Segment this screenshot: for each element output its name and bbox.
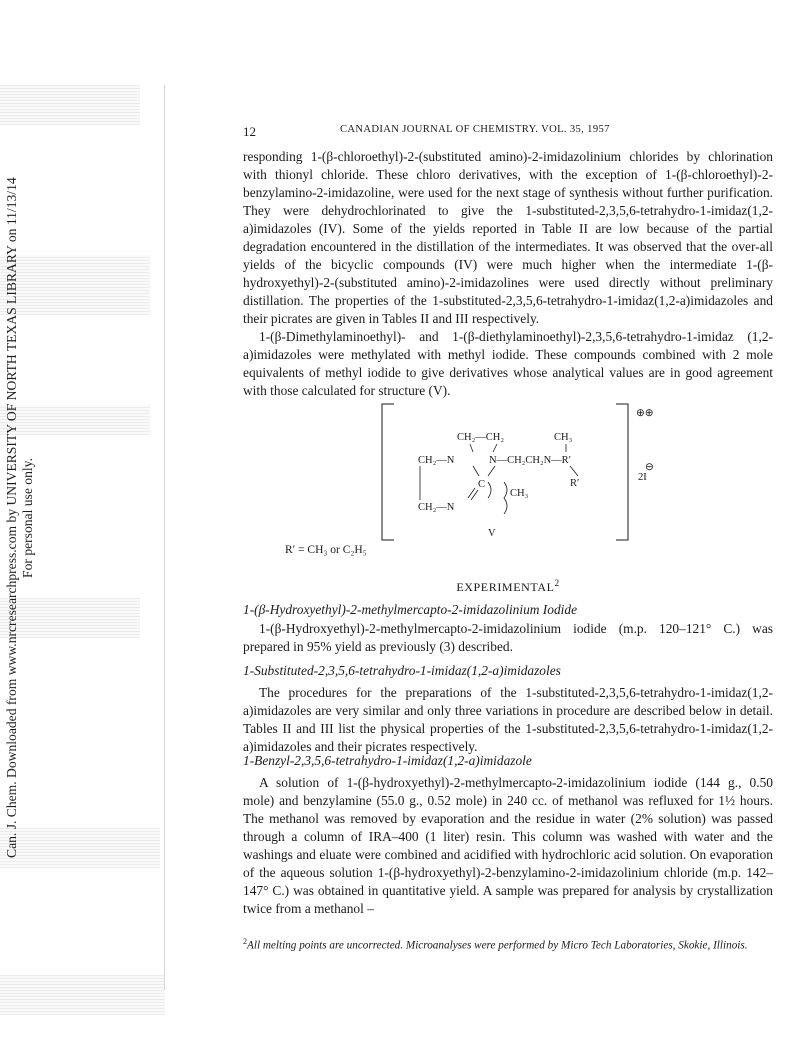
r-definition: R′ = CH₃ or C₂H₅ — [285, 544, 367, 556]
margin-rule — [164, 85, 165, 990]
subhead-3: 1-Benzyl-2,3,5,6-tetrahydro-1-imidaz(1,2-a)imidazole — [243, 753, 532, 768]
body-paragraph-4 — [243, 684, 773, 756]
right-bracket — [616, 404, 628, 540]
footnote-mark: 2 — [554, 578, 560, 588]
scan-artifact — [0, 975, 165, 1015]
body-paragraph-5 — [243, 774, 773, 918]
body-paragraph-1 — [243, 148, 773, 328]
body-paragraph-3 — [243, 620, 773, 656]
download-notice — [4, 178, 36, 858]
footnote-text: All melting points are uncorrected. Microanalyses were performed by Micro Tech Laboratories, Skokie, Illinois. — [247, 939, 748, 952]
paragraph-text: 1-(β-Hydroxyethyl)-2-methylmercapto-2-imidazolinium iodide (m.p. 120–121° C.) was prepared in 95% yield as previously (3) described. — [243, 621, 773, 654]
footnote — [243, 934, 773, 954]
download-notice-line1: Can. J. Chem. Downloaded from www.nrcresearchpress.com by UNIVERSITY OF NORTH TEXAS LIBRARY on 11/13/14 — [4, 177, 19, 858]
footnote-mark: 2 — [243, 937, 247, 946]
atom-ch2-ch2: CH₂—CH₂ — [457, 432, 504, 443]
page-number: 12 — [243, 124, 256, 139]
scan-artifact — [0, 85, 140, 125]
counterion-charge: ⊖ — [645, 462, 654, 473]
paragraph-text: A solution of 1-(β-hydroxyethyl)-2-methylmercapto-2-imidazolinium iodide (144 g., 0.50 mole) and benzylamine (55.0 g., 0.52 mole) in 240 cc. of methanol was refluxed for 1½ hours. The methanol was removed by evaporation and the residue in water (2% solution) was passed through a column of IRA–400 (1 liter) resin. This column was washed with water and the washings and eluate were combined and acidified with hydrochloric acid solution. On evaporation of the aqueous solution 1-(β-hydroxyethyl)-2-benzylamino-2-imidazolinium chloride (m.p. 142–147° C.) was obtained in quantitative yield. A sample was prepared for analysis by crystallization twice from a methanol – — [243, 775, 773, 916]
charge-plus: ⊕⊕ — [636, 408, 654, 419]
counterion: 2I — [638, 472, 647, 483]
subhead-2: 1-Substituted-2,3,5,6-tetrahydro-1-imidaz(1,2-a)imidazoles — [243, 663, 561, 678]
left-bracket — [382, 404, 394, 540]
structure-label-v: V — [488, 528, 496, 539]
atom-ch2-n-bottom: CH₂—N — [418, 502, 455, 513]
chemical-structure-v — [380, 400, 700, 560]
section-title-text: EXPERIMENTAL — [456, 580, 555, 594]
running-head: CANADIAN JOURNAL OF CHEMISTRY. VOL. 35, 1957 — [340, 124, 610, 135]
subhead-1: 1-(β-Hydroxyethyl)-2-methylmercapto-2-imidazolinium Iodide — [243, 602, 578, 617]
atom-ch2-n-left: CH₂—N — [418, 455, 455, 466]
paragraph-text: responding 1-(β-chloroethyl)-2-(substituted amino)-2-imidazolinium chlorides by chlorination with thionyl chloride. These chloro derivatives, with the exception of 1-(β-chloroethyl)-2-benzylamino-2-imidazoline, were used for the next stage of synthesis without further purification. They were dehydrochlorinated to give the 1-substituted-2,3,5,6-tetrahydro-1-imidaz(1,2-a)imidazoles (IV). Some of the yields reported in Table II are low because of the partial degradation encountered in the distillation of the intermediates. It was observed that the over-all yields of the bicyclic compounds (IV) were much higher when the intermediate 1-(β-hydroxyethyl)-2-(substituted amino)-2-imidazolines were used directly without preliminary distillation. The properties of the 1-substituted-2,3,5,6-tetrahydro-1-imidaz(1,2-a)imidazoles and their picrates are given in Tables II and III respectively. — [243, 149, 773, 326]
paragraph-text: The procedures for the preparations of the 1-substituted-2,3,5,6-tetrahydro-1-imidaz(1,2-a)imidazoles are very similar and only three variations in procedure are described below in detail. Tables II and III list the physical properties of the 1-substituted-2,3,5,6-tetrahydro-1-imidaz(1,2-a)imidazoles and their picrates respectively. — [243, 685, 773, 754]
atom-ch3-top: CH₃ — [554, 432, 573, 443]
download-notice-line2: For personal use only. — [20, 458, 35, 578]
atom-c-center: C — [478, 479, 486, 490]
section-title-experimental — [243, 578, 773, 595]
atom-ch3-mid: CH₃ — [510, 488, 529, 499]
atom-r-prime: R′ — [570, 478, 580, 489]
body-paragraph-2 — [243, 328, 773, 400]
paragraph-text: 1-(β-Dimethylaminoethyl)- and 1-(β-diethylaminoethyl)-2,3,5,6-tetrahydro-1-imidaz (1,2-a)imidazoles were methylated with methyl iodide. These compounds combined with 2 mole equivalents of methyl iodide to give derivatives whose analytical values are in good agreement with those calculated for structure (V). — [243, 329, 773, 398]
atom-n-chain: N—CH₂CH₂N—R′ — [489, 455, 571, 466]
